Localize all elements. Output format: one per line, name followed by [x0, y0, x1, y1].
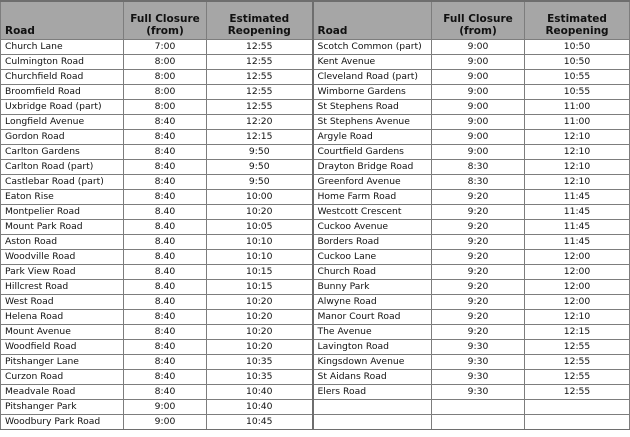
reopening-cell: 9:50 — [207, 175, 313, 190]
road-name-cell: Montpelier Road — [1, 205, 124, 220]
table-row — [1, 340, 630, 355]
reopening-cell: 12:55 — [525, 355, 630, 370]
header-row — [1, 1, 630, 40]
header-road-right — [313, 1, 432, 40]
table-row — [1, 85, 630, 100]
road-name-cell: Culmington Road — [1, 55, 124, 70]
reopening-cell: 12:55 — [525, 370, 630, 385]
closure-from-cell: 8:40 — [124, 355, 207, 370]
closure-from-cell: 8:00 — [124, 85, 207, 100]
road-name-cell: Helena Road — [1, 310, 124, 325]
road-name-cell: St Stephens Avenue — [313, 115, 432, 130]
closure-from-cell: 8:40 — [124, 130, 207, 145]
closure-from-cell: 8:30 — [432, 175, 525, 190]
header-reopen-line1: Estimated — [547, 13, 607, 25]
reopening-cell: 10:10 — [207, 250, 313, 265]
header-road-label: Road — [5, 25, 35, 37]
road-name-cell: Kingsdown Avenue — [313, 355, 432, 370]
closure-from-cell: 9:00 — [432, 40, 525, 55]
closure-from-cell: 8.40 — [124, 265, 207, 280]
header-closure-right — [432, 1, 525, 40]
road-name-cell: Woodfield Road — [1, 340, 124, 355]
reopening-cell: 12:55 — [207, 70, 313, 85]
road-name-cell: Borders Road — [313, 235, 432, 250]
reopening-cell: 12:55 — [525, 385, 630, 400]
road-name-cell: Cuckoo Avenue — [313, 220, 432, 235]
closure-from-cell: 9:00 — [124, 415, 207, 430]
road-name-cell: Scotch Common (part) — [313, 40, 432, 55]
road-name-cell: Aston Road — [1, 235, 124, 250]
reopening-cell: 11:45 — [525, 205, 630, 220]
closure-from-cell: 9:30 — [432, 355, 525, 370]
road-name-cell: Mount Avenue — [1, 325, 124, 340]
road-name-cell: Hillcrest Road — [1, 280, 124, 295]
reopening-cell: 10:20 — [207, 295, 313, 310]
road-name-cell: Pitshanger Park — [1, 400, 124, 415]
header-reopen-line1: Estimated — [229, 13, 290, 25]
road-name-cell: Churchfield Road — [1, 70, 124, 85]
road-name-cell: Elers Road — [313, 385, 432, 400]
road-name-cell: Longfield Avenue — [1, 115, 124, 130]
reopening-cell: 10:50 — [525, 40, 630, 55]
road-name-cell: Carlton Gardens — [1, 145, 124, 160]
road-name-cell: Church Road — [313, 265, 432, 280]
road-name-cell: Curzon Road — [1, 370, 124, 385]
road-name-cell — [313, 400, 432, 415]
closure-from-cell: 8:40 — [124, 175, 207, 190]
reopening-cell: 12:55 — [207, 40, 313, 55]
road-name-cell — [313, 415, 432, 430]
reopening-cell: 10:15 — [207, 265, 313, 280]
closure-from-cell: 9:00 — [432, 100, 525, 115]
reopening-cell: 12:00 — [525, 280, 630, 295]
header-closure-line2: (from) — [146, 25, 184, 37]
road-name-cell: Home Farm Road — [313, 190, 432, 205]
reopening-cell: 12:20 — [207, 115, 313, 130]
table-row — [1, 130, 630, 145]
reopening-cell: 12:15 — [207, 130, 313, 145]
table-row — [1, 55, 630, 70]
reopening-cell: 10:50 — [525, 55, 630, 70]
table-row — [1, 280, 630, 295]
table-row — [1, 295, 630, 310]
table-row — [1, 265, 630, 280]
road-name-cell: Bunny Park — [313, 280, 432, 295]
road-name-cell: Church Lane — [1, 40, 124, 55]
closure-from-cell: 8.40 — [124, 220, 207, 235]
header-closure-line1: Full Closure — [130, 13, 200, 25]
closure-from-cell: 9:20 — [432, 190, 525, 205]
closure-from-cell: 9:20 — [432, 325, 525, 340]
closure-from-cell: 9:30 — [432, 385, 525, 400]
closure-from-cell: 8:40 — [124, 385, 207, 400]
closure-from-cell: 8:40 — [124, 115, 207, 130]
reopening-cell: 11:45 — [525, 220, 630, 235]
closure-from-cell: 8:40 — [124, 190, 207, 205]
table-row — [1, 235, 630, 250]
reopening-cell: 10:40 — [207, 400, 313, 415]
reopening-cell: 10:10 — [207, 235, 313, 250]
closure-from-cell: 9:20 — [432, 250, 525, 265]
road-name-cell: Castlebar Road (part) — [1, 175, 124, 190]
closure-from-cell: 8:40 — [124, 325, 207, 340]
reopening-cell: 12:00 — [525, 295, 630, 310]
road-name-cell: Wimborne Gardens — [313, 85, 432, 100]
closure-from-cell: 9:20 — [432, 205, 525, 220]
closure-from-cell: 8:40 — [124, 145, 207, 160]
closure-from-cell: 9:00 — [432, 130, 525, 145]
closure-from-cell: 8:40 — [124, 370, 207, 385]
header-reopen-line2: Reopening — [545, 25, 609, 37]
road-name-cell: The Avenue — [313, 325, 432, 340]
reopening-cell: 10:00 — [207, 190, 313, 205]
closure-from-cell: 9:20 — [432, 310, 525, 325]
closure-from-cell: 9:00 — [432, 115, 525, 130]
road-name-cell: Gordon Road — [1, 130, 124, 145]
table-row — [1, 190, 630, 205]
road-name-cell: Mount Park Road — [1, 220, 124, 235]
road-name-cell: Woodville Road — [1, 250, 124, 265]
reopening-cell: 10:05 — [207, 220, 313, 235]
road-name-cell: St Stephens Road — [313, 100, 432, 115]
road-name-cell: Argyle Road — [313, 130, 432, 145]
table-row — [1, 220, 630, 235]
closure-from-cell: 9:20 — [432, 280, 525, 295]
reopening-cell: 12:10 — [525, 175, 630, 190]
reopening-cell: 12:10 — [525, 130, 630, 145]
closure-from-cell: 9:00 — [432, 85, 525, 100]
table-row — [1, 310, 630, 325]
reopening-cell: 12:55 — [207, 100, 313, 115]
road-name-cell: Carlton Road (part) — [1, 160, 124, 175]
closure-from-cell — [432, 415, 525, 430]
header-reopen-left — [207, 1, 313, 40]
closure-from-cell: 8.40 — [124, 250, 207, 265]
table-row — [1, 175, 630, 190]
table-row — [1, 370, 630, 385]
reopening-cell: 10:45 — [207, 415, 313, 430]
table-row — [1, 325, 630, 340]
road-name-cell: West Road — [1, 295, 124, 310]
reopening-cell: 10:35 — [207, 370, 313, 385]
closure-from-cell: 9:00 — [432, 70, 525, 85]
reopening-cell: 10:20 — [207, 205, 313, 220]
closure-from-cell: 9:00 — [124, 400, 207, 415]
reopening-cell: 11:00 — [525, 115, 630, 130]
road-name-cell: Cuckoo Lane — [313, 250, 432, 265]
reopening-cell: 10:35 — [207, 355, 313, 370]
header-closure-line2: (from) — [459, 25, 497, 37]
closure-from-cell: 8.40 — [124, 235, 207, 250]
table-row — [1, 415, 630, 430]
road-name-cell: Park View Road — [1, 265, 124, 280]
table-header — [1, 1, 630, 40]
closure-from-cell: 8:40 — [124, 160, 207, 175]
road-name-cell: Alwyne Road — [313, 295, 432, 310]
road-name-cell: Meadvale Road — [1, 385, 124, 400]
reopening-cell: 12:00 — [525, 250, 630, 265]
table-row — [1, 115, 630, 130]
table-row — [1, 40, 630, 55]
road-name-cell: Broomfield Road — [1, 85, 124, 100]
road-name-cell: Drayton Bridge Road — [313, 160, 432, 175]
reopening-cell: 9:50 — [207, 160, 313, 175]
header-closure-left — [124, 1, 207, 40]
closure-from-cell — [432, 400, 525, 415]
reopening-cell — [525, 415, 630, 430]
reopening-cell: 12:15 — [525, 325, 630, 340]
closure-from-cell: 7:00 — [124, 40, 207, 55]
table-row — [1, 355, 630, 370]
reopening-cell: 12:00 — [525, 265, 630, 280]
header-road-left — [1, 1, 124, 40]
table-row — [1, 250, 630, 265]
table-row — [1, 160, 630, 175]
table-row — [1, 205, 630, 220]
closure-from-cell: 8.40 — [124, 295, 207, 310]
closure-from-cell: 8:00 — [124, 100, 207, 115]
reopening-cell: 10:55 — [525, 70, 630, 85]
header-closure-line1: Full Closure — [443, 13, 513, 25]
closure-from-cell: 9:20 — [432, 220, 525, 235]
road-name-cell: Courtfield Gardens — [313, 145, 432, 160]
closure-from-cell: 9:30 — [432, 340, 525, 355]
closure-from-cell: 8.40 — [124, 205, 207, 220]
road-name-cell: Uxbridge Road (part) — [1, 100, 124, 115]
road-name-cell: Manor Court Road — [313, 310, 432, 325]
reopening-cell: 12:55 — [525, 340, 630, 355]
table-row — [1, 70, 630, 85]
reopening-cell — [525, 400, 630, 415]
table-body — [1, 40, 630, 430]
closure-from-cell: 8:00 — [124, 70, 207, 85]
header-reopen-line2: Reopening — [227, 25, 291, 37]
road-name-cell: Westcott Crescent — [313, 205, 432, 220]
reopening-cell: 10:40 — [207, 385, 313, 400]
road-name-cell: Cleveland Road (part) — [313, 70, 432, 85]
closure-from-cell: 9:20 — [432, 265, 525, 280]
table-row — [1, 100, 630, 115]
road-name-cell: Pitshanger Lane — [1, 355, 124, 370]
closure-from-cell: 8:00 — [124, 55, 207, 70]
closure-from-cell: 9:30 — [432, 370, 525, 385]
reopening-cell: 12:55 — [207, 85, 313, 100]
header-reopen-right — [525, 1, 630, 40]
closure-from-cell: 8:40 — [124, 340, 207, 355]
reopening-cell: 12:10 — [525, 160, 630, 175]
reopening-cell: 10:15 — [207, 280, 313, 295]
road-name-cell: Kent Avenue — [313, 55, 432, 70]
header-road-label: Road — [317, 25, 348, 37]
reopening-cell: 12:55 — [207, 55, 313, 70]
table-row — [1, 385, 630, 400]
reopening-cell: 10:20 — [207, 340, 313, 355]
closure-from-cell: 9:20 — [432, 235, 525, 250]
reopening-cell: 10:55 — [525, 85, 630, 100]
closure-from-cell: 8:30 — [432, 160, 525, 175]
table-row — [1, 145, 630, 160]
closure-from-cell: 9:00 — [432, 55, 525, 70]
closure-from-cell: 9:20 — [432, 295, 525, 310]
road-name-cell: Eaton Rise — [1, 190, 124, 205]
closure-from-cell: 8:40 — [124, 310, 207, 325]
closure-from-cell: 9:00 — [432, 145, 525, 160]
reopening-cell: 12:10 — [525, 310, 630, 325]
closure-from-cell: 8.40 — [124, 280, 207, 295]
road-name-cell: St Aidans Road — [313, 370, 432, 385]
reopening-cell: 10:20 — [207, 325, 313, 340]
table-row — [1, 400, 630, 415]
reopening-cell: 11:45 — [525, 235, 630, 250]
reopening-cell: 11:45 — [525, 190, 630, 205]
reopening-cell: 11:00 — [525, 100, 630, 115]
road-name-cell: Greenford Avenue — [313, 175, 432, 190]
road-name-cell: Woodbury Park Road — [1, 415, 124, 430]
reopening-cell: 9:50 — [207, 145, 313, 160]
road-name-cell: Lavington Road — [313, 340, 432, 355]
reopening-cell: 10:20 — [207, 310, 313, 325]
reopening-cell: 12:10 — [525, 145, 630, 160]
